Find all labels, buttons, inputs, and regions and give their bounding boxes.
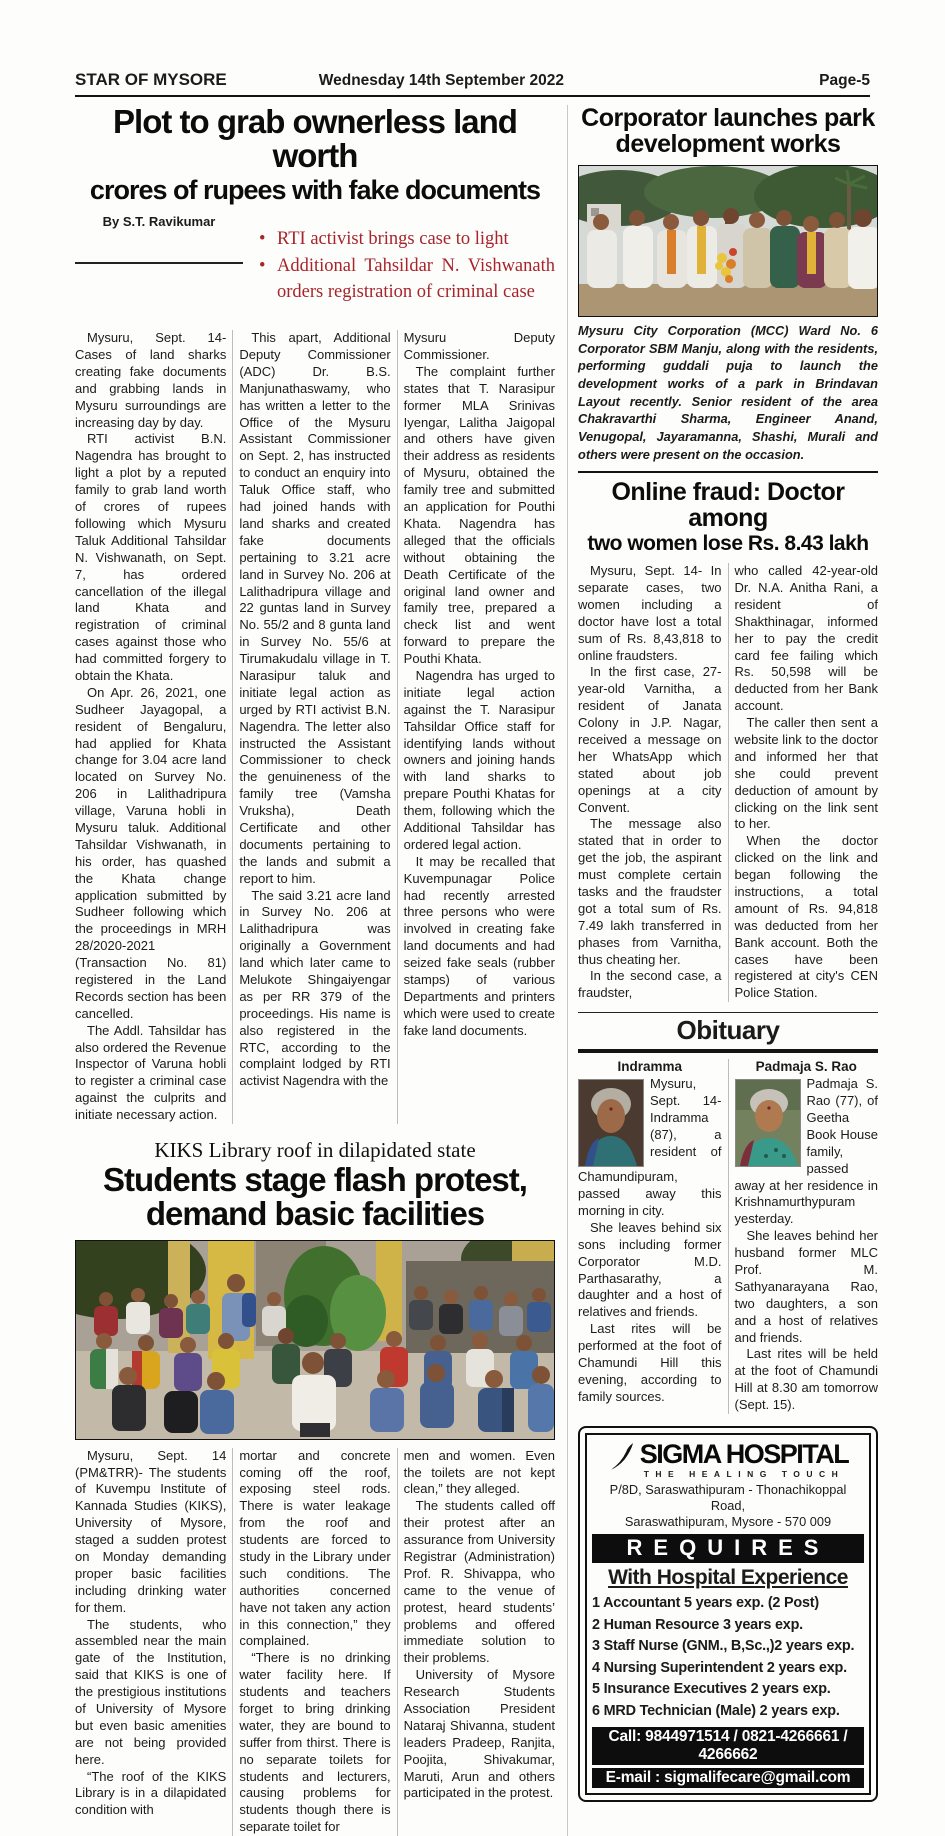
fraud-article-body	[578, 563, 878, 1002]
protest-photo-image	[76, 1241, 554, 1439]
kicker: KIKS Library roof in dilapidated state	[154, 1138, 476, 1162]
paragraph: The students, who assembled near the main gate of the Institution, said that KIKS is one of the prestigious institutions of University of Mysore but even basic amenities are not being provided here.	[75, 1616, 227, 1767]
paragraph: The said 3.21 acre land in Survey No. 206 at Lalithadripura was originally a Government land which later came to Melukote Shingaiyengar as per RR 379 of the proceedings. His name is also registered in the RTC, according to the complaint lodged by RTI activist Nagendra with the	[239, 887, 391, 1089]
park-photo-caption: Mysuru City Corporation (MCC) Ward No. 6 Corporator SBM Manju, along with the residents, performing guddali puja to launch the development works of a park in Brindavan Layout recently. Senior resident of the area Chakravarthi Sharma, Engineer Anand, Venugopal, Jayaramanna, Shashi, Murali and others were present on the occasion.	[578, 323, 878, 462]
paragraph: mortar and concrete coming off the roof, exposing steel rods. There is water leakage from the roof and students are forced to study in the Library under such conditions. The authorities concerned have not taken any action in this connection,” they complained.	[239, 1447, 391, 1649]
obituary-entry	[578, 1059, 728, 1414]
obituary-title: Obituary	[578, 1013, 878, 1053]
paragraph: In the first case, 27-year-old Varnitha, a resident of Janata Colony in J.P. Nagar, received a message on her WhatsApp which stated about job openings at a city Convent.	[578, 664, 722, 815]
paragraph: This apart, Additional Deputy Commissioner (ADC) Dr. B.S. Manjunathaswamy, who has written a letter to the Office of the Mysuru Assistant Commissioner on Sept. 2, has instructed to conduct an enquiry into Taluk Office staff, who had joined hands with land sharks and created fake documents pertaining to 3.21 acre land in Survey No. 206 at Lalithadripura village and 22 guntas land in Survey No. 55/2 and 8 gunta land in Survey No. 55/6 at Tirumakudalu village in T. Narasipur taluk and initiate legal action as urged by RTI activist B.N. Nagendra. The letter also instructed the Assistant Commissioner to check the genuineness of the family tree (Vamsha Vruksha), Death Certificate and other documents pertaining to the lands and submit a report to him.	[239, 330, 391, 886]
bullet-item: • Additional Tahsildar N. Vishwanath orders registration of criminal case	[257, 253, 555, 307]
ad-address-line2: Saraswathipuram, Mysore - 570 009	[624, 1514, 832, 1530]
paragraph: Last rites will be performed at the foot of Chamundi Hill this evening, according to family sources.	[578, 1321, 722, 1404]
paragraph: Last rites will be held at the foot of Chamundi Hill at 8.30 am tomorrow (Sept. 15).	[734, 1346, 878, 1413]
paragraph: “There is no drinking water facility here. If students and teachers forget to bring drinking water, they are bound to suffer from thirst. There is no separate toilets for students and lecturers, causing problems for students though there is separate toilet for	[239, 1650, 391, 1835]
article-fraud	[578, 479, 878, 1002]
paragraph: The students called off their protest after an assurance from University Registrar (Administration) Prof. R. Shivappa, who came to the venue of protest, heard students’ problems and offered immediate solution to their problems.	[403, 1498, 555, 1666]
paragraph: Padmaja S. Rao (77), of Geetha Book House family, passed away at her residence in Krishnamurthypuram yesterday.	[734, 1076, 878, 1227]
text-column	[397, 1448, 555, 1836]
text-column	[75, 1448, 232, 1836]
paragraph: RTI activist B.N. Nagendra has brought to light a plot by a reputed family to grab land worth of crores of rupees following which Mysuru Taluk Additional Tahsildar N. Vishwanath, on Sept. 7, has ordered cancellation of the illegal land Khata and registration of criminal cases against those who had committed forgery to obtain the Khata.	[75, 431, 227, 683]
ad-brand-name: SIGMA HOSPITAL	[639, 1439, 849, 1470]
protest-photo	[75, 1240, 555, 1440]
ad-vacancy-list	[592, 1593, 864, 1723]
obituary-portrait	[578, 1079, 644, 1167]
paragraph: Nagendra has urged to initiate legal action against the T. Narasipur Tahsildar Office staff for identifying lands without owners and joining hands with land sharks to prepare Pouthi Khatas for them, following which the Additional Tahsildar has ordered legal action.	[403, 667, 555, 852]
ad-vacancy-item: 6 MRD Technician (Male) 2 years exp.	[592, 1703, 840, 1720]
paragraph: When the doctor clicked on the link and began following the instructions, a total amount of Rs. 94,818 was deducted from her Bank account. Both the cases have been registered at city's CEN Police Station.	[734, 833, 878, 1001]
ad-subtitle: With Hospital Experience	[608, 1566, 848, 1589]
issue-date: Wednesday 14th September 2022	[318, 72, 564, 89]
paragraph: In the second case, a fraudster,	[578, 968, 722, 1001]
land-headline-line2: crores of rupees with fake documents	[89, 174, 541, 205]
obituary-name: Indramma	[617, 1059, 683, 1075]
newspaper-page	[75, 70, 878, 1836]
article-land-grab	[75, 105, 555, 1124]
right-section	[567, 105, 878, 1836]
highlight-bullets	[243, 226, 555, 306]
section-divider	[578, 471, 878, 473]
paragraph: Mysuru, Sept. 14- In separate cases, two women including a doctor have lost a total sum of Rs. 8,43,818 to online fraudsters.	[578, 563, 722, 663]
ad-address-line1: P/8D, Saraswathipuram - Thonachikoppal Road,	[609, 1482, 847, 1514]
hospital-ad	[578, 1426, 878, 1802]
protest-headline-line1: Students stage flash protest,	[103, 1161, 527, 1198]
paragraph: Mysuru, Sept. 14- Cases of land sharks creating fake documents and grabbing lands in Mysuru surroundings are increasing day by day.	[75, 330, 227, 430]
paragraph: On Apr. 26, 2021, one Sudheer Jayagopal, a resident of Bengaluru, had applied for Khata change for 3.04 acre land located on Survey No. 206 in Lalithadripura village, Varuna hobli in Mysuru taluk. Additional Tahsildar Vishwanath, in his order, has quashed the Khata change application submitted by Sudheer following which the proceedings in MRH 28/2020-2021 (Transaction No. 81) registered in the Land Records section has been cancelled.	[75, 684, 227, 1021]
text-column	[232, 330, 396, 1124]
page-number: Page-5	[819, 72, 870, 89]
text-column	[397, 330, 555, 1124]
paragraph: who called 42-year-old Dr. N.A. Anitha Rani, a resident of Shakthinagar, informed her to pay the credit card fee failing which Rs. 50,598 will be deducted from her Bank account.	[734, 563, 878, 714]
text-column	[728, 563, 879, 1002]
article-park	[578, 105, 878, 463]
obituary-section	[578, 1012, 878, 1414]
ad-email-bar: E-mail : sigmalifecare@gmail.com	[592, 1768, 864, 1788]
ad-phone-bar: Call: 9844971514 / 0821-4266661 / 4266662	[592, 1727, 864, 1765]
paragraph: She leaves behind her husband former MLC Prof. M. Sathyanarayana Rao, two daughters, a son and a host of relatives and friends.	[734, 1228, 878, 1345]
obituary-name: Padmaja S. Rao	[755, 1059, 857, 1075]
obituary-entry	[728, 1059, 879, 1414]
paper-title: STAR OF MYSORE	[75, 70, 227, 89]
masthead	[75, 70, 870, 97]
byline: By S.T. Ravikumar	[75, 210, 243, 264]
paragraph: men and women. Even the toilets are not kept clean,” they alleged.	[403, 1447, 555, 1497]
ad-vacancy-item: 1 Accountant 5 years exp. (2 Post)	[592, 1595, 819, 1611]
protest-headline-line2: demand basic facilities	[145, 1195, 485, 1233]
ad-tagline: THE HEALING TOUCH	[643, 1469, 845, 1480]
paragraph: Mysuru, Sept. 14- Indramma (87), a resident of Chamundipuram, passed away this morning in city.	[578, 1076, 722, 1219]
paragraph: The Addl. Tahsildar has also ordered the Revenue Inspector of Varuna hobli to register a criminal case against the culprits and initiate necessary action.	[75, 1022, 227, 1123]
text-column	[75, 330, 232, 1124]
paragraph: It may be recalled that Kuvempunagar Police had recently arrested three persons who were involved in creating fake land documents and had seized fake seals (rubber stamps) of various Departments and printers which were used to create fake land documents.	[403, 853, 555, 1038]
land-headline-line1: Plot to grab ownerless land worth	[113, 103, 517, 175]
paragraph: Mysuru, Sept. 14 (PM&TRR)- The students of Kuvempu Institute of Kannada Studies (KIKS), University of Mysore, staged a sudden protest on Monday demanding proper basic facilities including drinking water for them.	[75, 1447, 227, 1615]
park-headline-line2: development works	[615, 130, 841, 158]
text-column	[578, 563, 728, 1002]
park-photo-image	[579, 166, 877, 316]
park-headline-line1: Corporator launches park	[581, 104, 875, 132]
fraud-headline-line1: Online fraud: Doctor among	[611, 478, 845, 533]
land-article-body	[75, 330, 555, 1124]
ad-requires-banner: REQUIRES	[592, 1534, 864, 1563]
fraud-headline-line2: two women lose Rs. 8.43 lakh	[587, 532, 869, 556]
park-photo	[578, 165, 878, 317]
paragraph: The complaint further states that T. Narasipur former MLA Srinivas Iyengar, Lalitha Jaigopal and others have given their address as residents of Mysuru, obtained the family tree and submitted an application for Pouthi Khata. Nagendra has alleged that the officials without obtaining the Death Certificate of the original land owner and family tree, prepared a check list and went forward to prepare the Pouthi Khata.	[403, 363, 555, 667]
left-section	[75, 105, 555, 1836]
paragraph: University of Mysore Research Students Association President Nataraj Shivanna, student leaders Pradeep, Ranjita, Poojita, Shivakumar, Maruti, Arun and others participated in the protest.	[403, 1667, 555, 1801]
protest-article-body	[75, 1448, 555, 1836]
paragraph: Mysuru Deputy Commissioner.	[403, 330, 555, 363]
obituary-portrait	[735, 1079, 801, 1167]
paragraph: “The roof of the KIKS Library is in a dilapidated condition with	[75, 1768, 227, 1818]
paragraph: The message also stated that in order to get the job, the aspirant must complete certain tasks and the fraudster got a total sum of Rs. 7.49 lakh transferred in phases from Varnitha, thus cheating her.	[578, 816, 722, 967]
ad-vacancy-item: 5 Insurance Executives 2 years exp.	[592, 1681, 831, 1698]
paragraph: The caller then sent a website link to the doctor and informed her that she could prevent deduction of amount by clicking on the link sent to her.	[734, 715, 878, 832]
ad-vacancy-item: 2 Human Resource 3 years exp.	[592, 1616, 803, 1633]
bullet-item: • RTI activist brings case to light	[257, 226, 555, 253]
article-protest	[75, 1138, 555, 1836]
text-column	[232, 1448, 396, 1836]
ad-vacancy-item: 4 Nursing Superintendent 2 years exp.	[592, 1659, 847, 1676]
ad-vacancy-item: 3 Staff Nurse (GNM., B,Sc.,)2 years exp.	[592, 1638, 855, 1655]
paragraph: She leaves behind six sons including former Corporator M.D. Parthasarathy, a daughter and a host of relatives and friends.	[578, 1219, 722, 1320]
feather-icon	[608, 1441, 634, 1473]
